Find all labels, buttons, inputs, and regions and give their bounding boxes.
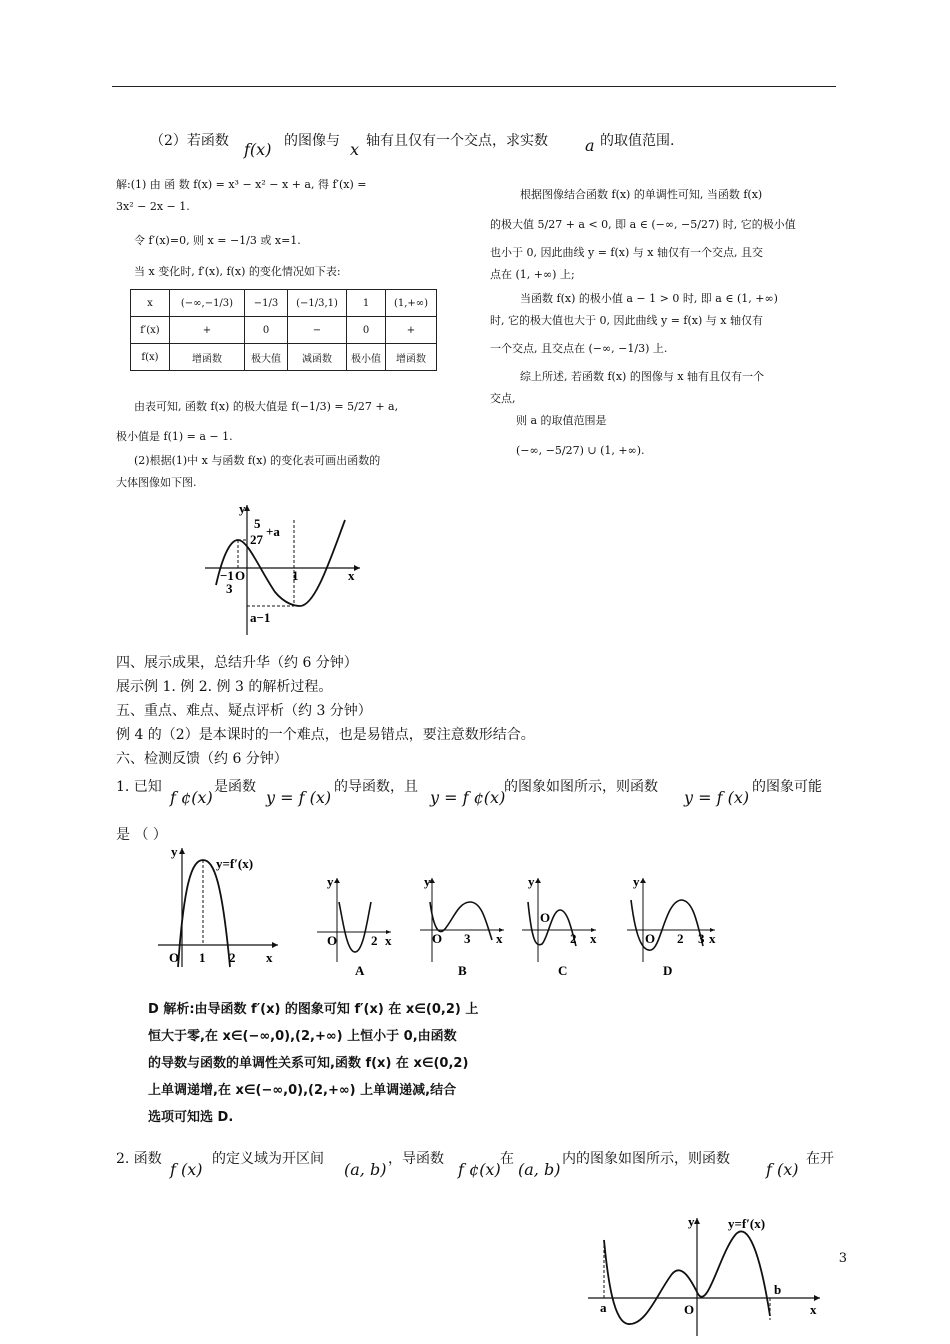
- curve-label: y=f′(x): [216, 856, 254, 871]
- origin-label: O: [432, 931, 443, 946]
- section-heading: 六、检测反馈（约 6 分钟）: [116, 751, 288, 767]
- solution-line: 当函数 f(x) 的极小值 a − 1 > 0 时, 即 a ∈ (1, +∞): [520, 292, 778, 305]
- section-heading: 四、展示成果，总结升华（约 6 分钟）: [116, 655, 358, 671]
- tick-label: 3: [464, 931, 471, 946]
- interval-endpoint-a: a: [600, 1300, 607, 1315]
- solution-line: 综上所述, 若函数 f(x) 的图像与 x 轴有且仅有一个: [520, 370, 765, 383]
- tick-label: 2: [570, 931, 577, 946]
- axis-label-y: y: [239, 501, 246, 516]
- header-rule: [112, 86, 836, 87]
- axis-label-x: x: [496, 931, 503, 946]
- axis-label-x: x: [266, 950, 273, 965]
- curve-label: y=f′(x): [728, 1216, 766, 1231]
- option-d-graph: [625, 872, 720, 977]
- axis-label-y: y: [171, 844, 178, 859]
- tick-label: 2: [229, 950, 236, 965]
- max-label: 27: [250, 532, 263, 547]
- interval-endpoint-b: b: [774, 1282, 782, 1297]
- option-label-d: D: [663, 963, 673, 977]
- cubic-function-graph: [200, 500, 365, 640]
- axis-label-x: x: [348, 568, 355, 583]
- section-body: 例 4 的（2）是本课时的一个难点，也是易错点，要注意数形结合。: [116, 727, 535, 743]
- option-a-graph: [315, 872, 395, 977]
- tick-label: 1: [199, 950, 206, 965]
- axis-label-y: y: [528, 874, 535, 889]
- solution-line: 当 x 变化时, f′(x), f(x) 的变化情况如下表:: [134, 265, 341, 278]
- solution-line: (2)根据(1)中 x 与函数 f(x) 的变化表可画出函数的: [134, 454, 381, 467]
- origin-label: O: [540, 910, 551, 925]
- tick-label: 3: [226, 581, 233, 596]
- variation-table: [130, 289, 437, 371]
- solution-line: 大体图像如下图.: [116, 476, 197, 489]
- origin-label: O: [235, 568, 246, 583]
- solution-line: 由表可知, 函数 f(x) 的极大值是 f(−1/3) = 5/27 + a,: [134, 400, 399, 413]
- section-body: 展示例 1. 例 2. 例 3 的解析过程。: [116, 679, 333, 695]
- axis-label-y: y: [688, 1214, 695, 1229]
- solution-line: 的极大值 5/27 + a < 0, 即 a ∈ (−∞, −5/27) 时, 它的极小值: [490, 218, 796, 231]
- table-row: f′(x) + 0 − 0 +: [131, 317, 437, 344]
- solution-line: 3x² − 2x − 1.: [116, 200, 190, 213]
- origin-label: O: [327, 933, 338, 948]
- q1-explanation: D 解析:由导函数 f′(x) 的图象可知 f′(x) 在 x∈(0,2) 上 恒大于零,在 x∈(−∞,0),(2,+∞) 上恒小于 0,由函数 的导数与函数的单调性关系可知,函数 f(x) 在 x∈(0,2) 上单调递增,在 x∈(−∞,0),(2,+∞) 上单调递减,结合 选项可知选 D.: [148, 1002, 479, 1125]
- option-c-graph: [520, 872, 600, 977]
- axis-label-x: x: [385, 933, 392, 948]
- tick-label: 2: [371, 933, 378, 948]
- q2-derivative-graph: [588, 1212, 826, 1340]
- table-row: f(x) 增函数 极大值 减函数 极小值 增函数: [131, 344, 437, 371]
- solution-line: 一个交点, 且交点在 (−∞, −1/3) 上.: [490, 342, 668, 355]
- origin-label: O: [684, 1302, 695, 1317]
- option-label-c: C: [558, 963, 568, 977]
- solution-line: 时, 它的极大值也大于 0, 因此曲线 y = f(x) 与 x 轴仅有: [490, 314, 763, 327]
- axis-label-x: x: [810, 1302, 817, 1317]
- solution-line: 根据图像结合函数 f(x) 的单调性可知, 当函数 f(x): [520, 188, 763, 201]
- axis-label-x: x: [709, 931, 716, 946]
- table-row: x (−∞,−1/3) −1/3 (−1/3,1) 1 (1,+∞): [131, 290, 437, 317]
- tick-label: 3: [698, 931, 705, 946]
- axis-label-y: y: [327, 874, 334, 889]
- solution-line: 也小于 0, 因此曲线 y = f(x) 与 x 轴仅有一个交点, 且交: [490, 246, 763, 259]
- solution-line: 则 a 的取值范围是: [516, 414, 607, 427]
- page-number: 3: [838, 1251, 847, 1266]
- axis-label-y: y: [424, 874, 431, 889]
- tick-label: 1: [292, 568, 299, 583]
- origin-label: O: [645, 931, 656, 946]
- max-label: +a: [266, 524, 280, 539]
- solution-line: 解:(1) 由 函 数 f(x) = x³ − x² − x + a, 得 f′(x) =: [116, 178, 367, 191]
- option-label-b: B: [458, 963, 467, 977]
- solution-line: 令 f′(x)=0, 则 x = −1/3 或 x=1.: [134, 234, 301, 247]
- option-label-a: A: [355, 963, 365, 977]
- derivative-graph: [158, 842, 283, 972]
- origin-label: O: [169, 950, 180, 965]
- tick-label: 2: [677, 931, 684, 946]
- tick-label: −1: [220, 568, 234, 583]
- solution-line: (−∞, −5/27) ∪ (1, +∞).: [516, 444, 645, 457]
- option-b-graph: [418, 872, 508, 977]
- min-label: a−1: [250, 610, 271, 625]
- axis-label-x: x: [590, 931, 597, 946]
- solution-line: 极小值是 f(1) = a − 1.: [116, 430, 233, 443]
- max-label: 5: [254, 516, 261, 531]
- solution-line: 交点,: [490, 392, 516, 405]
- section-heading: 五、重点、难点、疑点评析（约 3 分钟）: [116, 703, 372, 719]
- axis-label-y: y: [633, 874, 640, 889]
- solution-line: 点在 (1, +∞) 上;: [490, 268, 575, 281]
